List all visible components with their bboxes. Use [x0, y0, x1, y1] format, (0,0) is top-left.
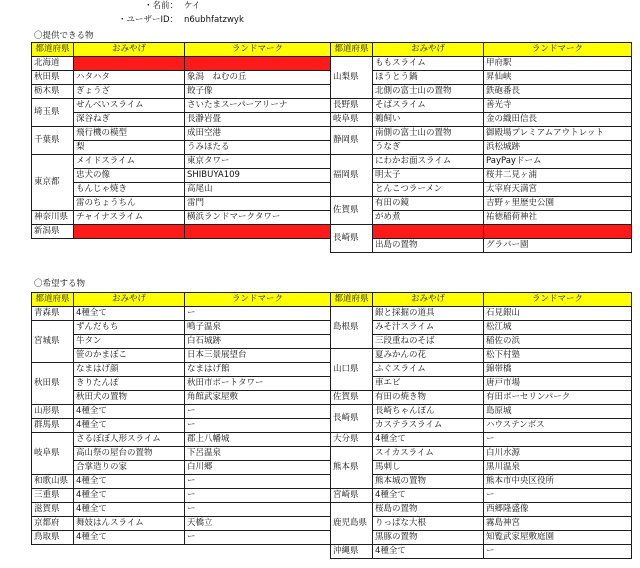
- prefecture-cell: 滋賀県: [32, 503, 74, 517]
- landmark-cell: SHIBUYA109: [185, 169, 331, 183]
- header-landmark: ランドマーク: [484, 43, 632, 57]
- souvenir-cell: スイカスライム: [373, 447, 484, 461]
- souvenir-cell: そばスライム: [373, 99, 484, 113]
- table-row: [331, 113, 632, 127]
- table-row: [331, 155, 632, 169]
- name-label: ・名前：: [143, 1, 178, 11]
- souvenir-cell: カステラスライム: [373, 419, 484, 433]
- offered-right-table: [330, 42, 632, 253]
- landmark-cell: 桜井二見ヶ浦: [484, 169, 632, 183]
- souvenir-cell: ハタハタ: [74, 71, 185, 85]
- souvenir-cell: 有田の焼き物: [373, 391, 484, 405]
- souvenir-cell: 4種全て: [74, 475, 185, 489]
- landmark-cell: 霧島神宮: [484, 517, 632, 531]
- souvenir-cell: ぎょうざ: [74, 85, 185, 99]
- souvenir-cell: 4種全て: [373, 489, 484, 503]
- offered-table-left: [31, 42, 331, 239]
- landmark-cell: 石見銀山: [484, 307, 632, 321]
- landmark-cell: 松下村塾: [484, 349, 632, 363]
- table-row: [331, 225, 632, 239]
- landmark-cell: 横浜ランドマークタワー: [185, 211, 331, 225]
- souvenir-cell: 出島の置物: [373, 239, 484, 253]
- prefecture-cell: 神奈川県: [32, 211, 74, 225]
- table-row: [32, 141, 331, 155]
- souvenir-cell: 三段重ねのそば: [373, 335, 484, 349]
- landmark-cell: ー: [185, 531, 331, 545]
- landmark-cell: ハウステンボス: [484, 419, 632, 433]
- souvenir-cell: 梨: [74, 141, 185, 155]
- prefecture-cell: 静岡県: [331, 127, 373, 155]
- souvenir-cell: ふぐスライム: [373, 363, 484, 377]
- table-row: [331, 321, 632, 335]
- souvenir-cell: 4種全て: [373, 545, 484, 559]
- landmark-cell: 象潟 ねむの丘: [185, 71, 331, 85]
- table-row: [331, 349, 632, 363]
- landmark-cell: 白川水源: [484, 447, 632, 461]
- landmark-cell: 秋田市ポートタワー: [185, 377, 331, 391]
- prefecture-cell: 和歌山県: [32, 475, 74, 489]
- landmark-cell: 有田ポーセリンパーク: [484, 391, 632, 405]
- prefecture-cell: 山梨県: [331, 57, 373, 99]
- table-header-row: [331, 293, 632, 307]
- landmark-cell: 浜松城跡: [484, 141, 632, 155]
- table-row: [331, 405, 632, 419]
- landmark-cell: なまはげ館: [185, 363, 331, 377]
- souvenir-cell: がめ煮: [373, 211, 484, 225]
- landmark-cell: 郡上八幡城: [185, 433, 331, 447]
- table-row: [331, 57, 632, 71]
- landmark-cell: 松江城: [484, 321, 632, 335]
- prefecture-cell: 島根県: [331, 307, 373, 349]
- landmark-cell: ー: [484, 545, 632, 559]
- prefecture-cell: 長崎県: [331, 225, 373, 253]
- header-prefecture: 都道府県: [32, 293, 74, 307]
- table-row: [32, 419, 331, 433]
- table-row: [331, 169, 632, 183]
- prefecture-cell: 沖縄県: [331, 545, 373, 559]
- table-row: [331, 85, 632, 99]
- table-row: [32, 363, 331, 377]
- header-souvenir: おみやげ: [373, 43, 484, 57]
- landmark-cell: 稲佐の浜: [484, 335, 632, 349]
- prefecture-cell: 秋田県: [32, 71, 74, 85]
- souvenir-cell: せんべいスライム: [74, 99, 185, 113]
- souvenir-cell: 有田の鏡: [373, 197, 484, 211]
- prefecture-cell: 岐阜県: [331, 113, 373, 127]
- landmark-cell: ー: [484, 433, 632, 447]
- table-row: [331, 183, 632, 197]
- header-landmark: ランドマーク: [185, 293, 331, 307]
- name-value: ケイ: [184, 1, 201, 11]
- prefecture-cell: 千葉県: [32, 127, 74, 155]
- table-row: [331, 461, 632, 475]
- souvenir-cell: ももスライム: [373, 57, 484, 71]
- name-row: [118, 0, 244, 14]
- souvenir-cell: 忠犬の像: [74, 169, 185, 183]
- table-row: [32, 197, 331, 211]
- wanted-table-left: [31, 292, 331, 545]
- table-row: [331, 363, 632, 377]
- souvenir-cell: 北側の富士山の置物: [373, 85, 484, 99]
- prefecture-cell: 東京都: [32, 155, 74, 211]
- table-row: [32, 447, 331, 461]
- header-souvenir: おみやげ: [74, 43, 185, 57]
- table-row: [331, 419, 632, 433]
- prefecture-cell: 新潟県: [32, 225, 74, 239]
- table-row: [331, 545, 632, 559]
- wanted-right-table: [330, 292, 632, 559]
- prefecture-cell: 埼玉県: [32, 99, 74, 127]
- souvenir-cell: 4種全て: [373, 433, 484, 447]
- table-row: [32, 225, 331, 239]
- table-row: [331, 433, 632, 447]
- landmark-cell: 日本三景展望台: [185, 349, 331, 363]
- landmark-cell: 餃子像: [185, 85, 331, 99]
- landmark-cell: 知覧武家屋敷庭園: [484, 531, 632, 545]
- table-row: [32, 349, 331, 363]
- landmark-cell: ー: [185, 307, 331, 321]
- table-row: [331, 141, 632, 155]
- landmark-cell: 鉄砲番長: [484, 85, 632, 99]
- landmark-cell: 高尾山: [185, 183, 331, 197]
- souvenir-cell: 4種全て: [74, 531, 185, 545]
- landmark-cell: うみほたる: [185, 141, 331, 155]
- prefecture-cell: 三重県: [32, 489, 74, 503]
- table-row: [331, 335, 632, 349]
- souvenir-cell: メイドスライム: [74, 155, 185, 169]
- prefecture-cell: 青森県: [32, 307, 74, 321]
- table-row: [331, 99, 632, 113]
- prefecture-cell: 福岡県: [331, 155, 373, 197]
- souvenir-cell: 車エビ: [373, 377, 484, 391]
- prefecture-cell: 大分県: [331, 433, 373, 447]
- landmark-cell: ー: [185, 489, 331, 503]
- table-header-row: [32, 293, 331, 307]
- header-souvenir: おみやげ: [74, 293, 185, 307]
- souvenir-cell: 合掌造りの家: [74, 461, 185, 475]
- landmark-cell: 白石城跡: [185, 335, 331, 349]
- table-row: [32, 377, 331, 391]
- landmark-cell: 祐徳稲荷神社: [484, 211, 632, 225]
- prefecture-cell: 山形県: [32, 405, 74, 419]
- souvenir-cell: みそ汁スライム: [373, 321, 484, 335]
- table-row: [32, 475, 331, 489]
- prefecture-cell: 群馬県: [32, 419, 74, 433]
- table-row: [32, 211, 331, 225]
- landmark-cell: 錦帯橋: [484, 363, 632, 377]
- souvenir-cell: ほうとう鍋: [373, 71, 484, 85]
- souvenir-cell: ずんだもち: [74, 321, 185, 335]
- souvenir-cell: 4種全て: [74, 405, 185, 419]
- souvenir-cell: 長崎ちゃんぽん: [373, 405, 484, 419]
- table-row: [32, 113, 331, 127]
- table-row: [32, 155, 331, 169]
- prefecture-cell: 鹿児島県: [331, 503, 373, 545]
- souvenir-cell: 黒豚の置物: [373, 531, 484, 545]
- table-row: [331, 197, 632, 211]
- souvenir-cell: 舞妓はんスライム: [74, 517, 185, 531]
- header-prefecture: 都道府県: [32, 43, 74, 57]
- user-id-row: [118, 14, 244, 28]
- landmark-cell: 雷門: [185, 197, 331, 211]
- landmark-cell: 白川郷: [185, 461, 331, 475]
- table-row: [32, 85, 331, 99]
- header-landmark: ランドマーク: [484, 293, 632, 307]
- landmark-cell: ー: [185, 405, 331, 419]
- user-id-label: ・ユーザーID：: [118, 15, 179, 25]
- user-id-value: n6ubhfatzwyk: [184, 15, 244, 25]
- table-row: [32, 405, 331, 419]
- landmark-cell: さいたまスーパーアリーナ: [185, 99, 331, 113]
- souvenir-cell: 明太子: [373, 169, 484, 183]
- table-row: [32, 517, 331, 531]
- landmark-cell: 御殿場プレミアムアウトレット: [484, 127, 632, 141]
- table-row: [331, 489, 632, 503]
- souvenir-cell: 桜島の置物: [373, 503, 484, 517]
- table-row: [32, 321, 331, 335]
- user-info: [118, 0, 244, 28]
- souvenir-cell: とんこつラーメン: [373, 183, 484, 197]
- landmark-cell: [185, 57, 331, 71]
- table-row: [331, 127, 632, 141]
- prefecture-cell: 熊本県: [331, 447, 373, 489]
- souvenir-cell: にわかお面スライム: [373, 155, 484, 169]
- souvenir-cell: 熊本城の置物: [373, 475, 484, 489]
- landmark-cell: [185, 225, 331, 239]
- prefecture-cell: 長崎県: [331, 405, 373, 433]
- landmark-cell: 長瀞岩畳: [185, 113, 331, 127]
- table-row: [331, 503, 632, 517]
- table-row: [331, 531, 632, 545]
- souvenir-cell: [373, 225, 484, 239]
- table-row: [32, 489, 331, 503]
- landmark-cell: 唐戸市場: [484, 377, 632, 391]
- table-row: [32, 99, 331, 113]
- souvenir-cell: [74, 225, 185, 239]
- table-row: [32, 169, 331, 183]
- table-row: [32, 531, 331, 545]
- landmark-cell: 善光寺: [484, 99, 632, 113]
- offered-left-table: [31, 42, 331, 239]
- header-prefecture: 都道府県: [331, 293, 373, 307]
- landmark-cell: 鳴子温泉: [185, 321, 331, 335]
- landmark-cell: 甲府駅: [484, 57, 632, 71]
- table-row: [331, 239, 632, 253]
- table-row: [331, 307, 632, 321]
- landmark-cell: 黒川温泉: [484, 461, 632, 475]
- landmark-cell: 吉野ヶ里歴史公園: [484, 197, 632, 211]
- landmark-cell: ー: [484, 489, 632, 503]
- table-row: [32, 127, 331, 141]
- table-row: [32, 335, 331, 349]
- landmark-cell: 成田空港: [185, 127, 331, 141]
- souvenir-cell: 笹のかまぼこ: [74, 349, 185, 363]
- landmark-cell: 西郷隆盛像: [484, 503, 632, 517]
- prefecture-cell: 秋田県: [32, 363, 74, 405]
- header-prefecture: 都道府県: [331, 43, 373, 57]
- table-row: [32, 433, 331, 447]
- prefecture-cell: 北海道: [32, 57, 74, 71]
- prefecture-cell: 鳥取県: [32, 531, 74, 545]
- prefecture-cell: 栃木県: [32, 85, 74, 99]
- table-row: [32, 391, 331, 405]
- table-row: [331, 475, 632, 489]
- souvenir-cell: 南側の富士山の置物: [373, 127, 484, 141]
- souvenir-cell: チャイナスライム: [74, 211, 185, 225]
- table-row: [331, 377, 632, 391]
- landmark-cell: [484, 225, 632, 239]
- souvenir-cell: 雷のちょうちん: [74, 197, 185, 211]
- prefecture-cell: 佐賀県: [331, 197, 373, 225]
- souvenir-cell: 馬刺し: [373, 461, 484, 475]
- souvenir-cell: 鵜飼い: [373, 113, 484, 127]
- souvenir-cell: もんじゃ焼き: [74, 183, 185, 197]
- souvenir-cell: 深谷ねぎ: [74, 113, 185, 127]
- offered-table-right: [330, 42, 632, 253]
- header-souvenir: おみやげ: [373, 293, 484, 307]
- souvenir-cell: 4種全て: [74, 503, 185, 517]
- souvenir-cell: さるぼぼ人形スライム: [74, 433, 185, 447]
- souvenir-cell: 牛タン: [74, 335, 185, 349]
- landmark-cell: 下呂温泉: [185, 447, 331, 461]
- landmark-cell: 熊本市中央区役所: [484, 475, 632, 489]
- souvenir-cell: きりたんぽ: [74, 377, 185, 391]
- table-row: [32, 503, 331, 517]
- landmark-cell: ー: [185, 419, 331, 433]
- offered-section-title: 〇提供できる物: [34, 31, 94, 41]
- table-header-row: [331, 43, 632, 57]
- landmark-cell: グラバー園: [484, 239, 632, 253]
- souvenir-cell: [74, 57, 185, 71]
- table-row: [32, 461, 331, 475]
- prefecture-cell: 宮崎県: [331, 489, 373, 503]
- landmark-cell: ー: [185, 475, 331, 489]
- souvenir-cell: 4種全て: [74, 489, 185, 503]
- souvenir-cell: 高山祭の屋台の置物: [74, 447, 185, 461]
- prefecture-cell: 岐阜県: [32, 433, 74, 475]
- prefecture-cell: 長野県: [331, 99, 373, 113]
- wanted-left-table: [31, 292, 331, 545]
- landmark-cell: 天橋立: [185, 517, 331, 531]
- prefecture-cell: 山口県: [331, 349, 373, 391]
- table-row: [331, 211, 632, 225]
- souvenir-cell: 4種全て: [74, 419, 185, 433]
- souvenir-cell: りっぱな大根: [373, 517, 484, 531]
- landmark-cell: 昇仙峡: [484, 71, 632, 85]
- souvenir-cell: 銀と採掘の道具: [373, 307, 484, 321]
- souvenir-cell: 飛行機の模型: [74, 127, 185, 141]
- landmark-cell: ー: [185, 503, 331, 517]
- souvenir-cell: うなぎ: [373, 141, 484, 155]
- souvenir-cell: なまはげ顔: [74, 363, 185, 377]
- table-row: [331, 391, 632, 405]
- table-header-row: [32, 43, 331, 57]
- table-row: [32, 307, 331, 321]
- wanted-section-title: 〇希望する物: [34, 279, 86, 289]
- table-row: [331, 71, 632, 85]
- header-landmark: ランドマーク: [185, 43, 331, 57]
- landmark-cell: 金の織田信長: [484, 113, 632, 127]
- wanted-table-right: [330, 292, 632, 559]
- table-row: [331, 447, 632, 461]
- landmark-cell: 角館武家屋敷: [185, 391, 331, 405]
- table-row: [32, 71, 331, 85]
- prefecture-cell: 佐賀県: [331, 391, 373, 405]
- prefecture-cell: 宮城県: [32, 321, 74, 363]
- landmark-cell: PayPayドーム: [484, 155, 632, 169]
- table-row: [32, 57, 331, 71]
- landmark-cell: 東京タワー: [185, 155, 331, 169]
- prefecture-cell: 京都府: [32, 517, 74, 531]
- table-row: [331, 517, 632, 531]
- souvenir-cell: 4種全て: [74, 307, 185, 321]
- table-row: [32, 183, 331, 197]
- souvenir-cell: 夏みかんの花: [373, 349, 484, 363]
- souvenir-cell: 秋田犬の置物: [74, 391, 185, 405]
- landmark-cell: 島原城: [484, 405, 632, 419]
- landmark-cell: 太宰府天満宮: [484, 183, 632, 197]
